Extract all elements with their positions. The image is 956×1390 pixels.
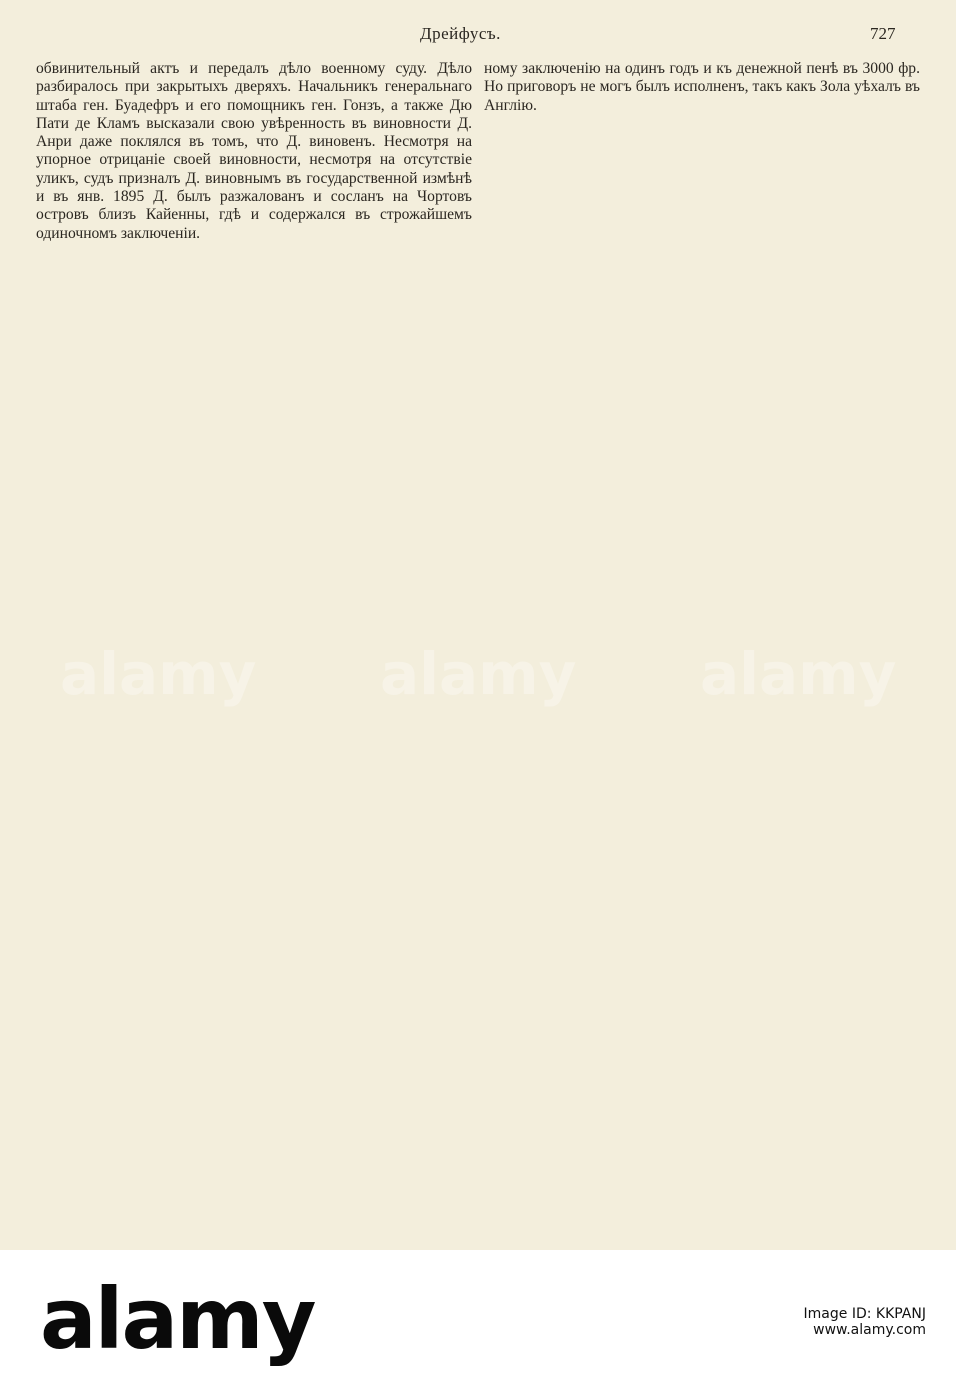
- running-head: [0, 24, 956, 50]
- paragraph: обвинительный актъ и передалъ дѣло военному суду. Дѣло разбиралось при закрытыхъ дверяхъ. Начальникъ генеральнаго штаба ген. Буадефръ и его помощникъ ген. Гонзъ, а также Дю Пати де Кламъ высказали свою увѣренность въ виновности Д. Анри даже поклялся въ томъ, что Д. виновенъ. Несмотря на упорное отрицаніе своей виновности, несмотря на отсутствіе уликъ, судъ призналъ Д. виновнымъ въ государственной измѣнѣ и въ янв. 1895 Д. былъ разжалованъ и сосланъ на Чортовъ островъ близъ Кайенны, гдѣ и содержался въ строжайшемъ одиночномъ заключеніи.: [36, 60, 472, 242]
- watermark-footer: [0, 1250, 956, 1390]
- paragraph: ному заключенію на одинъ годъ и къ денежной пенѣ въ 3000 фр. Но приговоръ не могъ былъ исполненъ, такъ какъ Зола уѣхалъ въ Англію.: [484, 60, 920, 114]
- page-number: 727: [870, 24, 896, 43]
- watermark-text: alamy: [380, 640, 577, 708]
- image-credit: [804, 1306, 926, 1338]
- site-url: www.alamy.com: [813, 1322, 926, 1338]
- running-head-title: Дрейфусъ.: [420, 24, 501, 43]
- image-id: Image ID: KKPANJ: [803, 1306, 926, 1322]
- brand-logo: alamy: [40, 1270, 315, 1368]
- watermark-text: alamy: [60, 640, 257, 708]
- watermark-text: alamy: [700, 640, 897, 708]
